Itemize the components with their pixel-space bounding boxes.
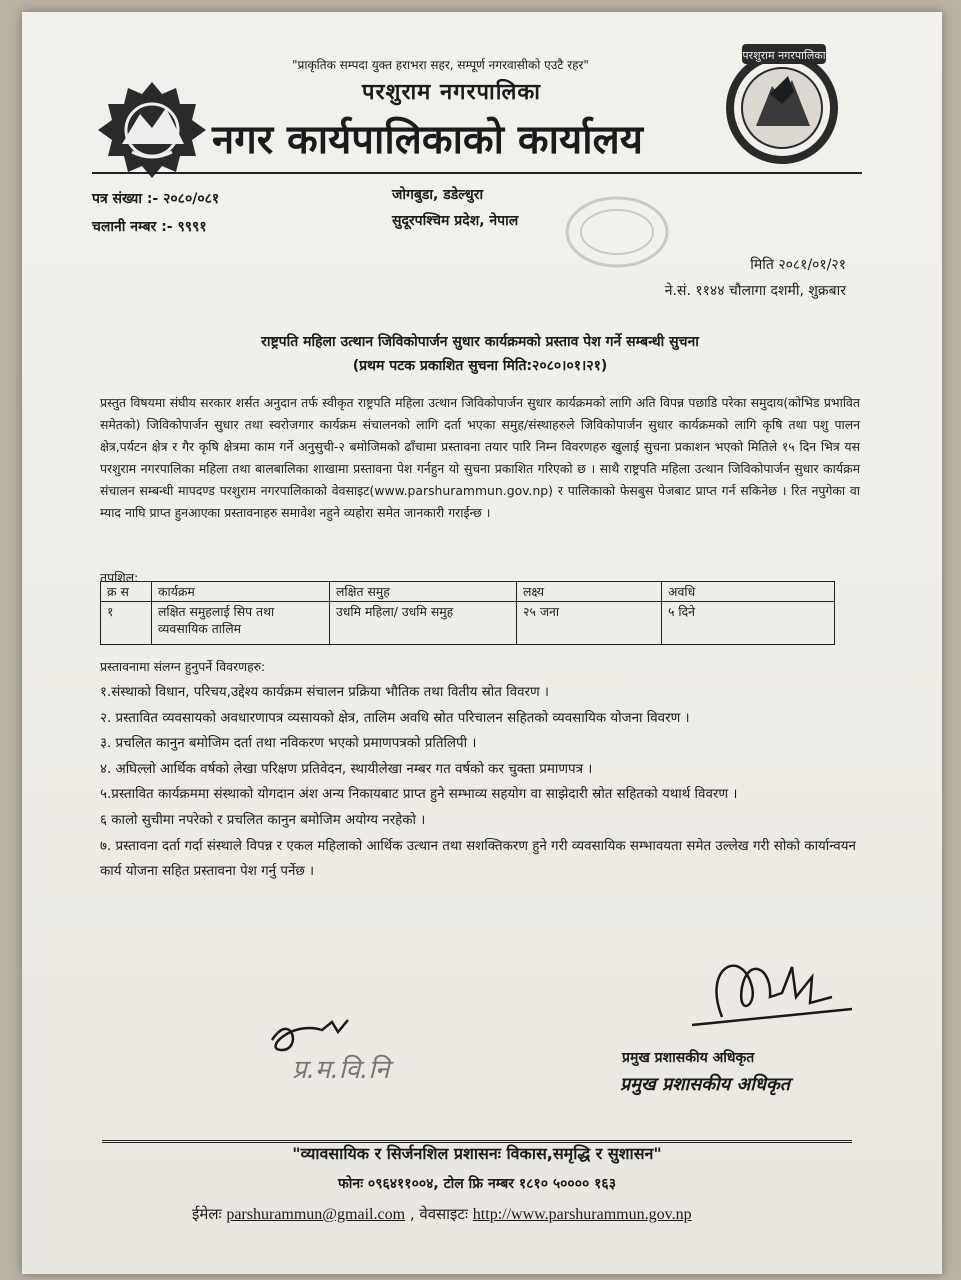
address-block [392,182,518,234]
dispatch-number: चलानी नम्बर :- ९९९१ [92,219,207,235]
table-row [101,602,835,645]
initial-signature-icon [252,1000,452,1090]
notice-subtitle: (प्रथम पटक प्रकाशित सुचना मिति:२०८०।०१।२१) [352,358,608,374]
cell-sn: १ [101,602,152,645]
footer-phone: फोनः ०९६४११००४, टोल फ्रि नम्बर १८१० ५०००० १६३ [338,1176,616,1192]
address-line-1: जोगबुडा, डडेल्धुरा [392,187,484,203]
col-target-group: लक्षित समुह [330,582,517,602]
faint-stamp-icon [562,192,672,272]
cell-duration: ५ दिने [662,602,835,645]
nepal-government-emblem-icon [92,74,212,186]
cell-programme: लक्षित समुहलाई सिप तथा व्यवसायिक तालिम [152,602,330,645]
requirements-title: प्रस्तावनामा संलग्न हुनुपर्ने विवरणहरु: [100,659,266,674]
list-item: ६ कालो सुचीमा नपरेको र प्रचलित कानुन बमोजिम अयोग्य नरहेको । [100,812,426,828]
logo-text: परशुराम नगरपालिका [742,49,826,62]
notice-subject [92,330,868,378]
letter-number: पत्र संख्या :- २०८०/०८१ [92,191,220,207]
footer-contact [192,1204,692,1224]
col-duration: अवधि [662,582,835,602]
list-item: १.संस्थाको विधान, परिचय,उद्देश्य कार्यक्रम संचालन प्रक्रिया भौतिक तथा वितीय स्रोत विवरण । [100,685,550,700]
notice-title: राष्ट्रपति महिला उत्थान जिविकोपार्जन सुधार कार्यक्रमको प्रस्ताव पेश गर्ने सम्बन्धी सुचना [261,334,699,350]
col-programme: कार्यक्रम [152,582,330,602]
list-item: ३. प्रचलित कानुन बमोजिम दर्ता तथा नविकरण भएको प्रमाणपत्रको प्रतिलिपी । [100,736,477,752]
table-header-row [101,582,835,602]
email-link[interactable]: parshurammun@gmail.com [226,1206,406,1223]
office-title: नगर कार्यपालिकाको कार्यालय [212,117,643,163]
list-item: ४. अघिल्लो आर्थिक वर्षको लेखा परिक्षण प्रतिवेदन, स्थायीलेखा नम्बर गत वर्षको कर चुक्ता प्रमाणपत्र । [100,761,593,777]
date-block [665,252,846,304]
list-item: २. प्रस्तावित व्यवसायको अवधारणापत्र व्यसायको क्षेत्र, तालिम अवधि स्रोत परिचालन सहितको व्यवसायिक योजना विवरण । [100,710,690,726]
initials-text: प्र.म.वि.नि [292,1055,390,1085]
officer-title: प्रमुख प्रशासकीय अधिकृत [622,1050,755,1066]
municipality-name: परशुराम नगरपालिका [362,80,541,105]
email-label: ईमेलः [192,1205,222,1223]
address-line-2: सुदूरपश्चिम प्रदेश, नेपाल [392,213,519,229]
list-item: ५.प्रस्तावित कार्यक्रममा संस्थाको योगदान अंश अन्य निकायबाट प्राप्त हुने सम्भाव्य सहयोग वा साझेदारी स्रोत सहितको यथार्थ विवरण । [100,787,738,803]
programme-table [100,581,835,645]
letter-page [22,12,942,1274]
requirements-list [100,680,860,885]
website-label: , वेवसाइटः [409,1205,469,1223]
letter-date: मिति २०८१/०१/२१ [750,257,846,273]
header-divider [92,172,862,174]
municipality-logo-icon [712,34,852,174]
list-item: ७. प्रस्तावना दर्ता गर्दा संस्थाले विपन्न र एकल महिलाको आर्थिक उत्थान तथा सशक्तिकरण हुने गरी व्यवसायिक सम्भावयता समेत उल्लेख गरी सोको कार्यान्वयन कार्य योजना सहित प्रस्तावना पेश गर्नु पर्नेछ । [100,838,856,880]
notice-body: प्रस्तुत विषयमा संघीय सरकार शर्सत अनुदान तर्फ स्वीकृत राष्ट्रपति महिला उत्थान जिविकोपार्जन सुधार कार्यक्रमको लागि अति विपन्न पछाडि परेका समुदाय(कोभिड प्रभावित समेतको) जिविकोपार्जन सुधार तथा स्वरोजगार कार्यक्रम संचालनको लागि दर्ता भएका समुह/संस्थाहरुले जिविकोपार्जन सुधार कार्यक्रमको लागि कृषि तथा पशु पालन क्षेत्र,पर्यटन क्षेत्र र गैर कृषि क्षेत्रमा काम गर्ने अनुसुची-२ बमोजिमको ढाँचामा प्रस्तावना तयार पारि निम्न विवरणहरु खुलाई सुचना प्रकाशन भएको मितिले १५ दिन भित्र यस परशुराम नगरपालिका महिला तथा बालबालिका शाखामा प्रस्तावना पेश गर्नहुन यो सुचना प्रकाशित गरिएको छ । साथै राष्ट्रपति महिला उत्थान जिविकोपार्जन सुधार कार्यक्रम संचालन सम्बन्धी मापदण्ड परशुराम नगरपालिकाको वेवसाइट(www.parshurammun.gov.np) र पालिकाको फेसबुस पेजबाट प्राप्त गर्न सकिनेछ । रित नपुगेका वा म्याद नाघि प्राप्त हुनआएका प्रस्तावनाहरु समावेश नहुने व्यहोरा समेत जानकारी गराईन्छ । [100,395,860,520]
website-link[interactable]: http://www.parshurammun.gov.np [472,1206,692,1223]
col-sn: क्र स [101,582,152,602]
slogan: "प्राकृतिक सम्पदा युक्त हराभरा सहर, सम्पूर्ण नगरवासीको एउटै रहर" [292,58,589,72]
nepal-sambat-date: ने.सं. ११४४ चौलागा दशमी, शुक्रबार [664,283,846,299]
details-label: तपशिल: [100,570,139,585]
cell-target: २५ जना [517,602,662,645]
cell-target-group: उधमि महिला/ उधमि समुह [330,602,517,645]
officer-stamp: प्रमुख प्रशासकीय अधिकृत [620,1074,791,1095]
col-target: लक्ष्य [517,582,662,602]
officer-signature-icon [682,947,862,1037]
reference-block [92,185,219,241]
footer-motto: "व्यावसायिक र सिर्जनशिल प्रशासनः विकास,समृद्धि र सुशासन" [292,1144,662,1163]
